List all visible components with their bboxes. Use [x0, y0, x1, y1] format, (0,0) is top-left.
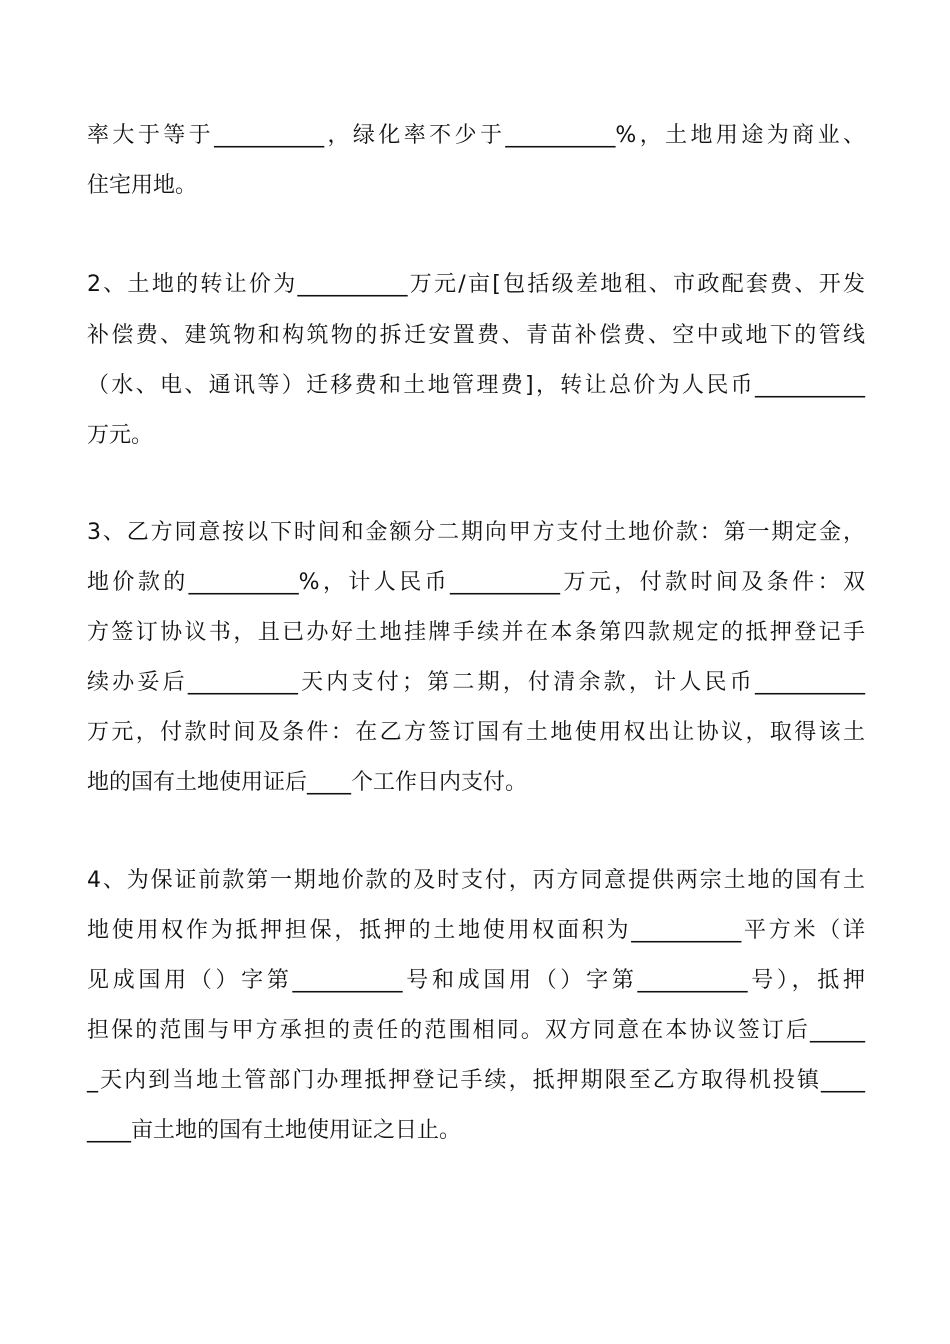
- paragraph-3-line-4: 续办妥后__________天内支付；第二期，付清余款，计人民币__________: [87, 670, 865, 695]
- paragraph-4-line-5: _天内到当地土管部门办理抵押登记手续，抵押期限至乙方取得机投镇____: [87, 1068, 865, 1093]
- paragraph-2-line-4: 万元。: [87, 423, 154, 448]
- paragraph-2-line-1: 2、土地的转让价为__________万元/亩[包括级差地租、市政配套费、开发: [87, 272, 865, 297]
- paragraph-2-line-2: 补偿费、建筑物和构筑物的拆迁安置费、青苗补偿费、空中或地下的管线: [87, 323, 865, 348]
- paragraph-3-line-3: 方签订协议书，且已办好土地挂牌手续并在本条第四款规定的抵押登记手: [87, 620, 865, 645]
- paragraph-4-line-1: 4、为保证前款第一期地价款的及时支付，丙方同意提供两宗土地的国有土: [87, 868, 865, 893]
- paragraph-4-line-6: ____亩土地的国有土地使用证之日止。: [87, 1118, 462, 1143]
- paragraph-2-line-3: （水、电、通讯等）迁移费和土地管理费]，转让总价为人民币__________: [87, 373, 865, 398]
- paragraph-1-line-2: 住宅用地。: [87, 173, 198, 198]
- paragraph-3-line-5: 万元，付款时间及条件：在乙方签订国有土地使用权出让协议，取得该土: [87, 720, 865, 745]
- paragraph-1-line-1: 率大于等于__________，绿化率不少于__________%，土地用途为商业、: [87, 123, 865, 148]
- paragraph-4-line-3: 见成国用（）字第__________号和成国用（）字第__________号），抵押: [87, 968, 865, 993]
- paragraph-4-line-2: 地使用权作为抵押担保，抵押的土地使用权面积为__________平方米（详: [87, 918, 865, 943]
- paragraph-4-line-4: 担保的范围与甲方承担的责任的范围相同。双方同意在本协议签订后_____: [87, 1018, 865, 1043]
- paragraph-3-line-1: 3、乙方同意按以下时间和金额分二期向甲方支付土地价款：第一期定金，: [87, 520, 865, 545]
- paragraph-3-line-2: 地价款的__________%，计人民币__________万元，付款时间及条件：双: [87, 570, 865, 595]
- paragraph-3-line-6: 地的国有土地使用证后____个工作日内支付。: [87, 770, 528, 795]
